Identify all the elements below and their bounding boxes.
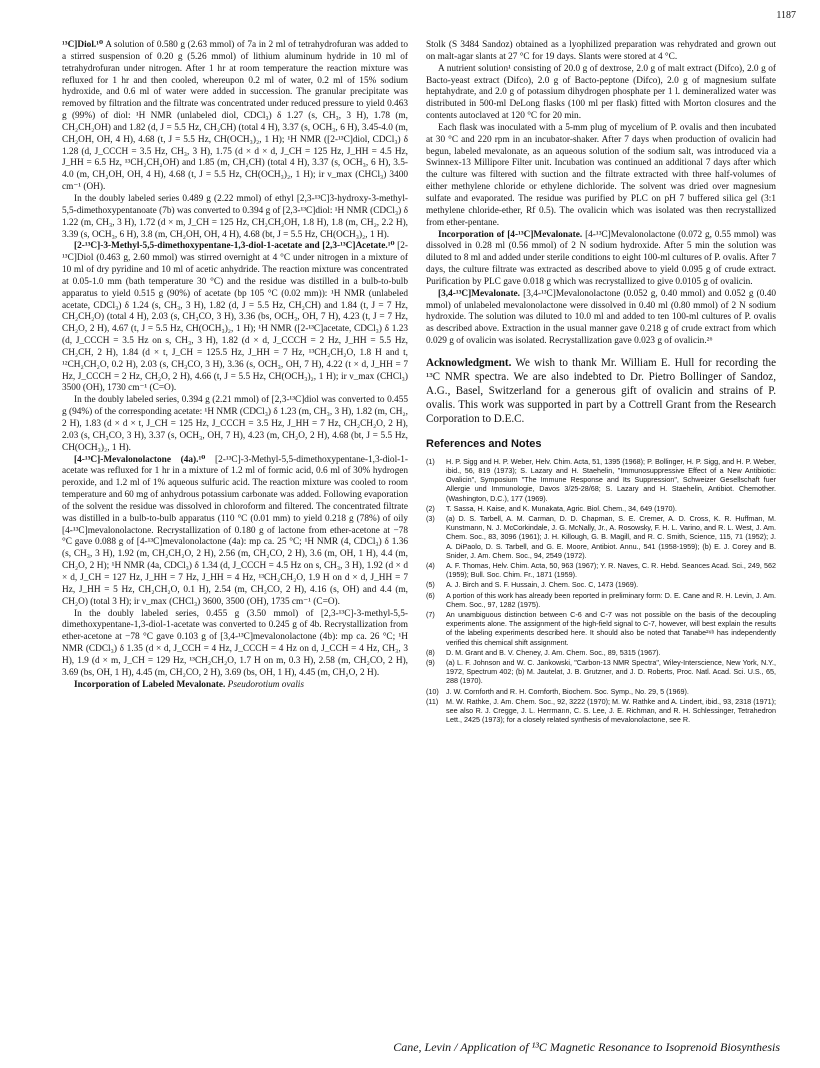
paragraph-heading: [3,4-¹³C]Mevalonate.	[438, 288, 520, 299]
reference-item	[426, 504, 776, 513]
reference-number: (8)	[426, 647, 435, 657]
reference-item	[426, 648, 776, 657]
reference-item	[426, 591, 776, 609]
paragraph	[62, 680, 408, 692]
paragraph	[426, 289, 776, 348]
paragraph-text: Pseudorotium ovalis	[227, 679, 305, 690]
references-list	[426, 457, 776, 725]
reference-item	[426, 457, 776, 503]
right-column	[426, 40, 776, 725]
paragraph-text: In the doubly labeled series 0.489 g (2.22 mmol) of ethyl [2,3-¹³C]3-hydroxy-3-methyl-5,5-dimethoxypentanoate (7b) was converted to 0.394 g of [2,3-¹³C]diol: ¹H NMR (CDCl₃) δ 1.22 (m, CH₃, 3 H), 1.72 (d × m, J_CH = 125 Hz, CH₂CH₂OH, 1.8 H), 1.8 (m, CH₂, 2.2 H), 3.39 (s, OCH₃, 6 H), 3.8 (m, CH₂OH, OH, 4 H), 4.68 (bt, J = 5.5 Hz, CH(OCH₃)₂, 1 H).	[62, 193, 408, 240]
paragraph-text: Each flask was inoculated with a 5-mm plug of mycelium of P. ovalis and then incubated at 30 °C and 220 rpm in an incubator-shaker. After 7 days when production of ovalicin had begun, labeled mevalonate, as an aqueous solution of the sodium salt, was introduced via a Swinnex-13 Millipore Filter unit. Incubation was continued an additional 7 days after which the culture was filtered with suction and the filtrate extracted with three half-volumes of either methylene chloride or ethylene dichloride. The solvent was dried over magnesium sulfate and evaporated. The residue was purified by PLC on pH 7 buffered silica gel (3:1 methylene chloride-ether, Rf 0.5). The ovalicin which was isolated was then recrystallized from ether-pentane.	[426, 122, 776, 228]
paragraph	[426, 40, 776, 64]
paragraph	[426, 123, 776, 230]
reference-text: T. Sassa, H. Kaise, and K. Munakata, Agric. Biol. Chem., 34, 649 (1970).	[446, 503, 677, 513]
reference-number: (11)	[426, 696, 439, 706]
reference-number: (1)	[426, 456, 435, 466]
acknowledgment-heading: Acknowledgment.	[426, 356, 512, 369]
reference-number: (4)	[426, 561, 435, 571]
paragraph	[62, 40, 408, 194]
paragraph-text: In the doubly labeled series, 0.455 g (3.50 mmol) of [2,3-¹³C]-3-methyl-5,5-dimethoxypentane-1,3-diol-1-acetate was converted to 0.245 g of 4b. Recrystallization from ether-acetone at −78 °C gave 0.103 g of [3,4-¹³C]mevalonolactone (4b): mp ca. 26 °C; ¹H NMR (CDCl₃) δ 1.35 (d × d, J_CCH = 4 Hz, J_CCCH = 4 Hz on d, J_CCH = 4 Hz, CH₃, 3 H), 1.9 (d × m, J_CH = 129 Hz, ¹³CH₂CH₂O, 1.7 H on m, 0.3 H), 2.58 (m, CH₂CO, 2 H), 3.69 (bs, OH, 1 H), 4.45 (m, CH₂CO, 2 H), 3.69 (bs, OH, 1 H), 4.45 (m, CH₂O, 2 H).	[62, 608, 408, 678]
reference-text: An unambiguous distinction between C-6 and C-7 was not possible on the basis of the decoupling experiments alone. The assignment of the high-field signal to C-7, however, will best explain the results of the labeling experiments described here. It should also be noted that Tanabe²⁶ᵇ has independently verified this chemical shift assignment.	[446, 610, 776, 647]
reference-item	[426, 687, 776, 696]
paragraph	[62, 194, 408, 241]
reference-number: (5)	[426, 580, 435, 590]
paragraph	[62, 241, 408, 395]
reference-number: (9)	[426, 658, 435, 668]
acknowledgment	[426, 356, 776, 426]
paragraph-text: In the doubly labeled series, 0.394 g (2.21 mmol) of [2,3-¹³C]diol was converted to 0.455 g (94%) of the corresponding acetate: ¹H NMR (CDCl₃) δ 1.23 (m, CH₃, 3 H), 1.82 (m, CH₂, 2 H), 1.83 (d × d × t, J_CH = 125 Hz, J_CCCH = 3.5 Hz, J_HH = 7 Hz, CH₂CH₂O, 2 H), 2.03 (s, CH₃CO, 3 H), 3.37 (s, OCH₃, OH, 7 H), 4.23 (m, CH₂O, 2 H), 4.68 (bt, J = 5.5 Hz, CH(OCH₃)₂, 1 H).	[62, 395, 408, 453]
paragraph-heading: [4-¹³C]-Mevalonolactone (4a).¹⁰	[74, 454, 206, 465]
reference-text: (a) D. S. Tarbell, A. M. Carman, D. D. Chapman, S. E. Cremer, A. D. Cross, K. R. Huffman, M. Kunstmann, N. J. McCorkindale, J. G. McNally, Jr., A. Rosowsky, F. H. L. Varino, and R. L. West, J. Am. Chem. Soc., 83, 3096 (1961); J. H. Killough, G. B. Magill, and R. C. Smith, Science, 115, 71 (1952); J. A. DiPaolo, D. S. Tarbell, and G. E. Moore, Antibiot. Annu., 541 (1958-1959); (b) E. J. Corey and B. Snider, J. Am. Chem. Soc., 94, 2549 (1972).	[446, 514, 776, 560]
paragraph-text: Stolk (S 3484 Sandoz) obtained as a lyophilized preparation was rehydrated and grown out on malt-agar slants at 27 °C for 19 days. Slants were stored at 4 °C.	[426, 40, 776, 62]
paragraph	[62, 455, 408, 609]
reference-item	[426, 658, 776, 686]
paragraph-text: [2-¹³C]-3-Methyl-5,5-dimethoxypentane-1,3-diol-1-acetate was refluxed for 1 hr in a mixture of 1.2 ml of formic acid, 0.6 ml of 30% hydrogen peroxide, and 1.2 ml of 1% aqueous sulfuric acid. The reaction mixture was cooled to room temperature and 60 mg of anhydrous potassium carbonate was added. Following evaporation of the solvent the residue was dissolved in chloroform and filtered. The concentrated filtrate was distilled in a bulb-to-bulb apparatus (110 °C (0.01 mm) to yield 0.218 g (78%) of oily [4-¹³C]mevalonolactone. Recrystallization of 0.180 g of lactone from ether-acetone at −78 °C gave 0.088 g of [4-¹³C]mevalonolactone (4a): mp ca. 25 °C; ¹H NMR (4, CDCl₃) δ 1.36 (s, CH₃, 3 H), 1.92 (m, CH₂CH₂O, 2 H), 2.56 (m, CH₂CO, 2 H), 3.6 (m, OH, 1 H), 4.4 (m, CH₂O, 2 H); ¹H NMR (4a, CDCl₃) δ 1.34 (d, J_CCCH = 4.5 Hz on s, CH₃, 3 H), 1.92 (d × d × d, J_CH = 127 Hz, J_HH = 7 Hz, J_HH = 4 Hz, ¹³CH₂CH₂O, 1.9 H on d × d, J_HH = 7 Hz, J_HH = 5 Hz, CH₂CH₂O, 0.1 H), 2.54 (m, CH₂CO, 2 H), 4.16 (s, OH) and 4.4 (m, CH₂O) (total 3 H); ir ν_max (CHCl₃) 3600, 3500 (OH), 1735 cm⁻¹ (C=O).	[62, 454, 408, 607]
reference-text: (a) L. F. Johnson and W. C. Jankowski, "Carbon-13 NMR Spectra", Wiley-Interscience, New York, N.Y., 1972, Spectrum 402; (b) M. Jautelat, J. B. Grutzner, and J. D. Roberts, Proc. Natl. Acad. Sci. U.S., 65, 288 (1970).	[446, 658, 776, 686]
reference-number: (3)	[426, 514, 435, 523]
paragraph-heading: ¹³C]Diol.¹⁰	[62, 40, 104, 50]
reference-text: H. P. Sigg and H. P. Weber, Helv. Chim. Acta, 51, 1395 (1968); P. Bollinger, H. P. Sigg, and H. P. Weber, ibid., 56, 819 (1973); S. Lazary and H. Staehelin, "Immunosuppressive Effect of a New Antibiotic: Ovalicin", Symposium "The Immune Response and Its Suppression", Schweizer Gesellschaft fuer Allergie und Immunologie, Davos 3/25-28/68; S. Lazary and H. Staehelin, Antibiot. Chemother. (Washington, D.C.), 177 (1969).	[446, 456, 776, 503]
paragraph	[426, 230, 776, 289]
left-column	[62, 40, 408, 691]
paragraph-heading: [2-¹³C]-3-Methyl-5,5-dimethoxypentane-1,3-diol-1-acetate and [2,3-¹³C]Acetate.¹⁰	[74, 241, 395, 252]
reference-text: A portion of this work has already been reported in preliminary form: D. E. Cane and R. H. Levin, J. Am. Chem. Soc., 97, 1282 (1975).	[446, 590, 776, 609]
right-paragraphs	[426, 40, 776, 348]
reference-text: A. J. Birch and S. F. Hussain, J. Chem. Soc. C, 1473 (1969).	[446, 580, 639, 590]
paragraph-text: A nutrient solution¹ consisting of 20.0 g of dextrose, 2.0 g of malt extract (Difco), 2.0 g of Bacto-yeast extract (Difco), 2.0 g of Bacto-peptone (Difco), 2.0 g of magnesium sulfate heptahydrate, and 2.0 g of potassium dihydrogen phosphate per 1 l. demineralized water was distributed in 500-ml DeLong flasks (100 ml per flask) fitted with Morton closures and the contents autoclaved at 120 °C for 20 min.	[426, 63, 776, 122]
reference-text: D. M. Grant and B. V. Cheney, J. Am. Chem. Soc., 89, 5315 (1967).	[446, 647, 661, 657]
paragraph-text: [2-¹³C]Diol (0.463 g, 2.60 mmol) was stirred overnight at 4 °C under nitrogen in a mixture of 10 ml of dry pyridine and 10 ml of acetic anhydride. The reaction mixture was concentrated at 0.05-1.0 mm (bath temperature 30 °C) and the residue was distilled in a bulb-to-bulb apparatus to yield 0.515 g (90%) of acetate (bp 105 °C (0.02 mm)): ¹H NMR (unlabeled acetate, CDCl₃) δ 1.24 (s, CH₃, 3 H), 1.82 (d, J = 5.5 Hz, CH₂CH) and 1.84 (t, J = 7 Hz, CH₂CH₂O) (total 4 H), 2.03 (s, CH₃CO, 3 H), 3.36 (bs, OCH₃, OH, 7 H), 4.23 (t, J = 7 Hz, CH₂O, 2 H), 4.67 (t, J = 5.5 Hz, CH(OCH₃)₂, 1 H); ¹H NMR ([2-¹³C]acetate, CDCl₃) δ 1.23 (d, J_CCCH = 3.5 Hz on s, CH₃, 3 H), 1.82 (d × d, J_CCCH = 2 Hz, J_HH = 5.5 Hz, CH₂CH, 2 H), 1.84 (d × t, J_CH = 125.5 Hz, J_HH = 7 Hz, ¹³CH₂CH₂O, 1.8 H and t, ¹²CH₂CH₂O, 0.2 H), 2.03 (s, CH₃CO, 3 H), 3.36 (s, OCH₃, OH, 7 H), 4.22 (t × d, J_HH = 7 Hz, J_CCCH = 2 Hz, CH₂O, 2 H), 4.66 (t, J = 5.5 Hz, CH(OCH₃)₂, 1 H); ir ν_max (CHCl₃) 3500 (OH), 1730 cm⁻¹ (C=O).	[62, 241, 408, 394]
paragraph	[62, 395, 408, 454]
reference-text: J. W. Cornforth and R. H. Cornforth, Biochem. Soc. Symp., No. 29, 5 (1969).	[446, 686, 689, 696]
reference-text: M. W. Rathke, J. Am. Chem. Soc., 92, 3222 (1970); M. W. Rathke and A. Lindert, ibid., 93, 2318 (1971); see also R. J. Cregge, J. L. Herrmann, C. S. Lee, J. E. Richman, and R. H. Schlessinger, Tetrahedron Lett., 2425 (1973); for a closely related synthesis of mevalonolactone, see R.	[446, 696, 776, 725]
page-footer: Cane, Levin / Application of ¹³C Magnetic Resonance to Isoprenoid Biosynthesis	[393, 1040, 780, 1054]
reference-item	[426, 610, 776, 647]
page-number: 1187	[776, 10, 796, 21]
paragraph-heading: Incorporation of [4-¹³C]Mevalonate.	[438, 229, 583, 240]
reference-item	[426, 514, 776, 560]
reference-text: A. F. Thomas, Helv. Chim. Acta, 50, 963 (1967); Y. R. Naves, C. R. Hebd. Seances Acad. Sci., 249, 562 (1959); Bull. Soc. Chim. Fr., 1871 (1959).	[446, 561, 776, 580]
reference-number: (7)	[426, 610, 435, 620]
references-heading: References and Notes	[426, 437, 542, 450]
paragraph-heading: Incorporation of Labeled Mevalonate.	[74, 679, 226, 690]
acknowledgment-text: We wish to thank Mr. William E. Hull for recording the ¹³C NMR spectra. We are also indebted to Dr. Pietro Bollinger of Sandoz, A.G., Basel, Switzerland for a generous gift of ovalicin and strains of P. ovalis. This work was supported in part by a Cottrell Grant from the Research Corporation to D.E.C.	[426, 356, 777, 425]
reference-number: (10)	[426, 686, 439, 696]
reference-item	[426, 561, 776, 579]
reference-item	[426, 580, 776, 589]
paragraph	[426, 64, 776, 123]
reference-number: (2)	[426, 503, 435, 513]
paragraph	[62, 609, 408, 680]
paragraph-text: [3,4-¹³C]Mevalonolactone (0.052 g, 0.40 mmol) and 0.052 g (0.40 mmol) of unlabeled mevalonolactone were dissolved in 0.40 ml (0.80 mmol) of 2 N sodium hydroxide. The solution was diluted to 10.0 ml and added to ten 100-ml cultures of P. ovalis as described above. Extraction in the usual manner gave 0.218 g of crude extract from which 0.029 g of ovalicin was isolated. Recrystallization gave 0.023 g of ovalicin.²⁶	[426, 288, 776, 347]
paragraph-text: [4-¹³C]Mevalonolactone (0.072 g, 0.55 mmol) was dissolved in 0.28 ml (0.56 mmol) of 2 N sodium hydroxide. After 5 min the solution was diluted to 8 ml and added under sterile conditions to eight 100-ml cultures of P. ovalis. After 7 days, the culture filtrate was extracted as described above to yield 0.095 g of crude extract. Purification by PLC gave 0.018 g which was recrystallized to give 0.0105 g of ovalicin.	[426, 229, 776, 287]
reference-number: (6)	[426, 590, 435, 600]
paragraph-text: A solution of 0.580 g (2.63 mmol) of 7a in 2 ml of tetrahydrofuran was added to a stirred suspension of 0.20 g (5.26 mmol) of lithium aluminum hydride in 10 ml of tetrahydrofuran under nitrogen. After 1 hr at room temperature the reaction mixture was refluxed for 1 hr and then cooled, whereupon 0.2 ml of water, 0.2 ml of 15% sodium hydroxide, and 0.6 ml of water were added in succession. The granular precipitate was removed by filtration and the filtrate was concentrated under reduced pressure to yield 0.463 g (99%) of diol: ¹H NMR (unlabeled diol, CDCl₃) δ 1.27 (s, CH₃, 3 H), 1.78 (m, CH₂CH₂OH) and 1.82 (d, J = 5.5 Hz, CH₂CH) (total 4 H), 3.37 (s, OCH₃, 6 H), 3.45-4.0 (m, CH₂OH, OH, 4 H), 4.68 (t, J = 5.5 Hz, CH(OCH₃)₂, 1 H); ¹H NMR ([2-¹³C]diol, CDCl₃) δ 1.28 (d, J_CCCH = 3.5 Hz, CH₃, 3 H), 1.75 (d × d × d, J_CH = 125 Hz, J_HH = 4.5 Hz, J_HH = 6.5 Hz, ¹³CH₂CH₂OH) and 1.85 (m, CH₂CH) (total 4 H), 3.37 (s, OCH₃, 6 H), 3.5-4.0 (m, CH₂OH, OH, 4 H), 4.68 (t, J = 5.5 Hz, CH(OCH₃)₂, 1 H); ir ν_max (CHCl₃) 3400 cm⁻¹ (OH).	[62, 40, 409, 193]
reference-item	[426, 697, 776, 725]
